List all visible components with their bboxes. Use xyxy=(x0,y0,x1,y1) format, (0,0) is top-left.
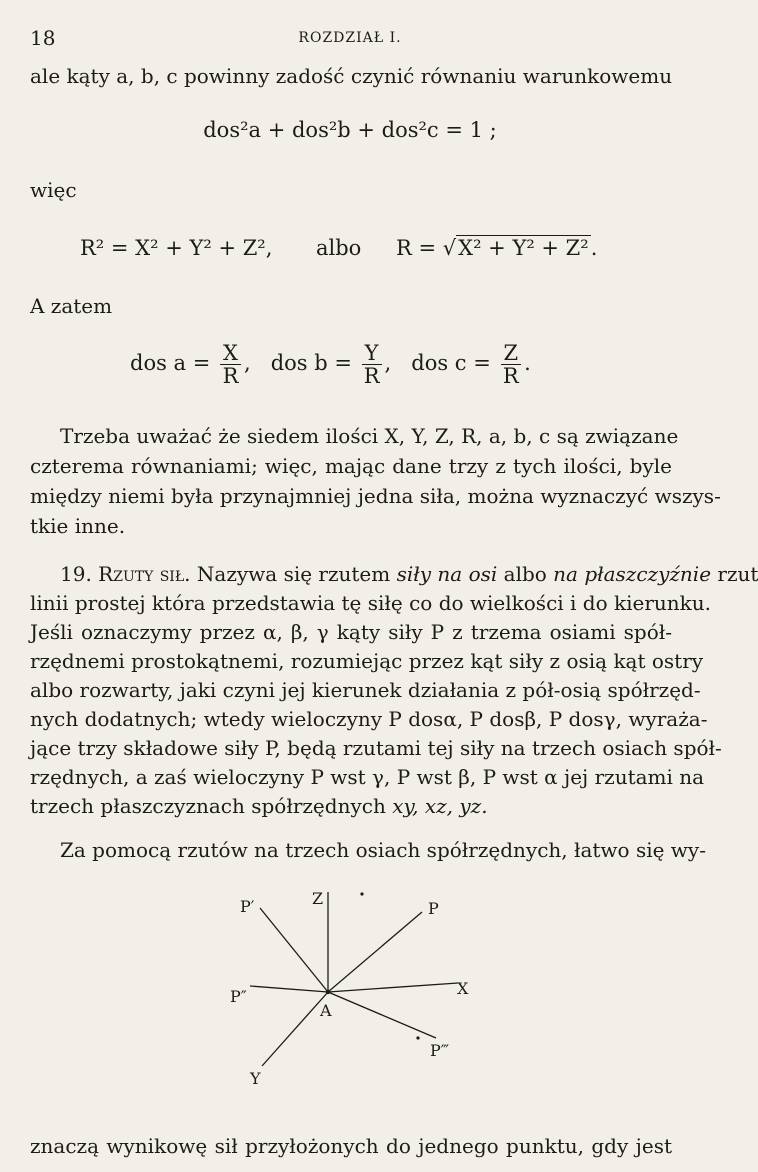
force-p2 xyxy=(250,986,328,992)
separator: , xyxy=(384,351,392,375)
axis-x xyxy=(328,983,458,992)
section-title: Rzuty sił. xyxy=(98,562,191,586)
equation-connector: albo xyxy=(316,236,362,260)
running-title: ROZDZIAŁ I. xyxy=(298,30,402,46)
label-p-prime: P′ xyxy=(240,897,255,916)
text-run: rzut xyxy=(717,562,758,586)
denominator: R xyxy=(222,364,239,388)
radicand: X² + Y² + Z² xyxy=(458,236,589,260)
text-line: rzędnemi prostokątnemi, rozumiejąc przez kąt siły z osią kąt ostry xyxy=(30,649,704,673)
equation-direction-cosines xyxy=(130,342,531,387)
label-p-triple-prime: P‴ xyxy=(430,1041,450,1060)
fraction-z-over-r xyxy=(501,342,522,387)
text-run: albo xyxy=(503,562,547,586)
force-p xyxy=(328,912,422,992)
fraction-y-over-r xyxy=(362,342,382,387)
fraction-x-over-r xyxy=(220,342,241,387)
text-line: Za pomocą rzutów na trzech osiach spółrzędnych, łatwo się wy- xyxy=(60,838,706,862)
equation-resultant-sum: R² = X² + Y² + Z², xyxy=(80,236,273,260)
numerator: Z xyxy=(501,342,522,365)
text-line: znaczą wynikowę sił przyłożonych do jednego punktu, gdy jest xyxy=(30,1134,672,1158)
italic-term: xy, xz, yz. xyxy=(392,794,488,818)
label-z: Z xyxy=(312,889,324,908)
text-line: więc xyxy=(30,178,77,202)
eq-left-c: dos c = xyxy=(411,351,491,375)
text-run: trzech płaszczyznach spółrzędnych xyxy=(30,794,386,818)
text-line: między niemi była przynajmniej jedna siła, można wyznaczyć wszys- xyxy=(30,484,721,508)
text-line: Jeśli oznaczymy przez α, β, γ kąty siły P z trzema osiami spół- xyxy=(30,620,672,644)
text-line: A zatem xyxy=(30,294,113,318)
text-line: Trzeba uważać że siedem ilości X, Y, Z, R, a, b, c są związane xyxy=(60,424,679,448)
text-line xyxy=(30,794,672,818)
equation-cosines: dos²a + dos²b + dos²c = 1 ; xyxy=(203,118,497,142)
eq-left-b: dos b = xyxy=(270,351,352,375)
separator: , xyxy=(243,351,251,375)
label-y: Y xyxy=(250,1069,261,1088)
text-line: albo rozwarty, jaki czyni jej kierunek działania z pół-osią spółrzęd- xyxy=(30,678,701,702)
page-number: 18 xyxy=(30,26,56,50)
dot-mark xyxy=(360,892,363,895)
radical-prefix: R = √ xyxy=(396,236,457,260)
text-line: czterema równaniami; więc, mając dane trzy z tych ilości, byle xyxy=(30,454,672,478)
denominator: R xyxy=(502,364,519,388)
terminator: . xyxy=(524,351,531,375)
label-p: P xyxy=(428,899,439,918)
section-heading-line xyxy=(30,562,758,586)
label-a: A xyxy=(320,1001,332,1020)
text-line: linii prostej która przedstawia tę siłę co do wielkości i do kierunku. xyxy=(30,591,712,615)
section-number: 19. xyxy=(60,562,92,586)
label-p-double-prime: P″ xyxy=(230,987,247,1006)
force-p1 xyxy=(260,908,328,992)
text-line: rzędnych, a zaś wieloczyny P wst γ, P wst β, P wst α jej rzutami na xyxy=(30,765,705,789)
dot-mark xyxy=(416,1036,419,1039)
page-header xyxy=(30,26,670,50)
axis-y xyxy=(262,992,328,1066)
numerator: Y xyxy=(362,342,382,365)
text-line: tkie inne. xyxy=(30,514,126,538)
numerator: X xyxy=(220,342,241,365)
text-line: nych dodatnych; wtedy wieloczyny P dosα, P dosβ, P dosγ, wyraża- xyxy=(30,707,708,731)
eq-left-a: dos a = xyxy=(130,351,211,375)
text-line: jące trzy składowe siły P, będą rzutami tej siły na trzech osiach spół- xyxy=(30,736,722,760)
force-p3 xyxy=(328,992,436,1038)
text-line: ale kąty a, b, c powinny zadość czynić równaniu warunkowemu xyxy=(30,64,673,88)
denominator: R xyxy=(363,364,380,388)
italic-term: siły na osi xyxy=(396,562,498,586)
radical-suffix: . xyxy=(590,236,598,260)
text-run: Nazywa się rzutem xyxy=(196,562,391,586)
point-a xyxy=(326,990,330,994)
force-projection-diagram xyxy=(200,870,490,1110)
equation-resultant-root xyxy=(396,236,597,260)
italic-term: na płaszczyźnie xyxy=(553,562,712,586)
label-x: X xyxy=(457,979,469,998)
